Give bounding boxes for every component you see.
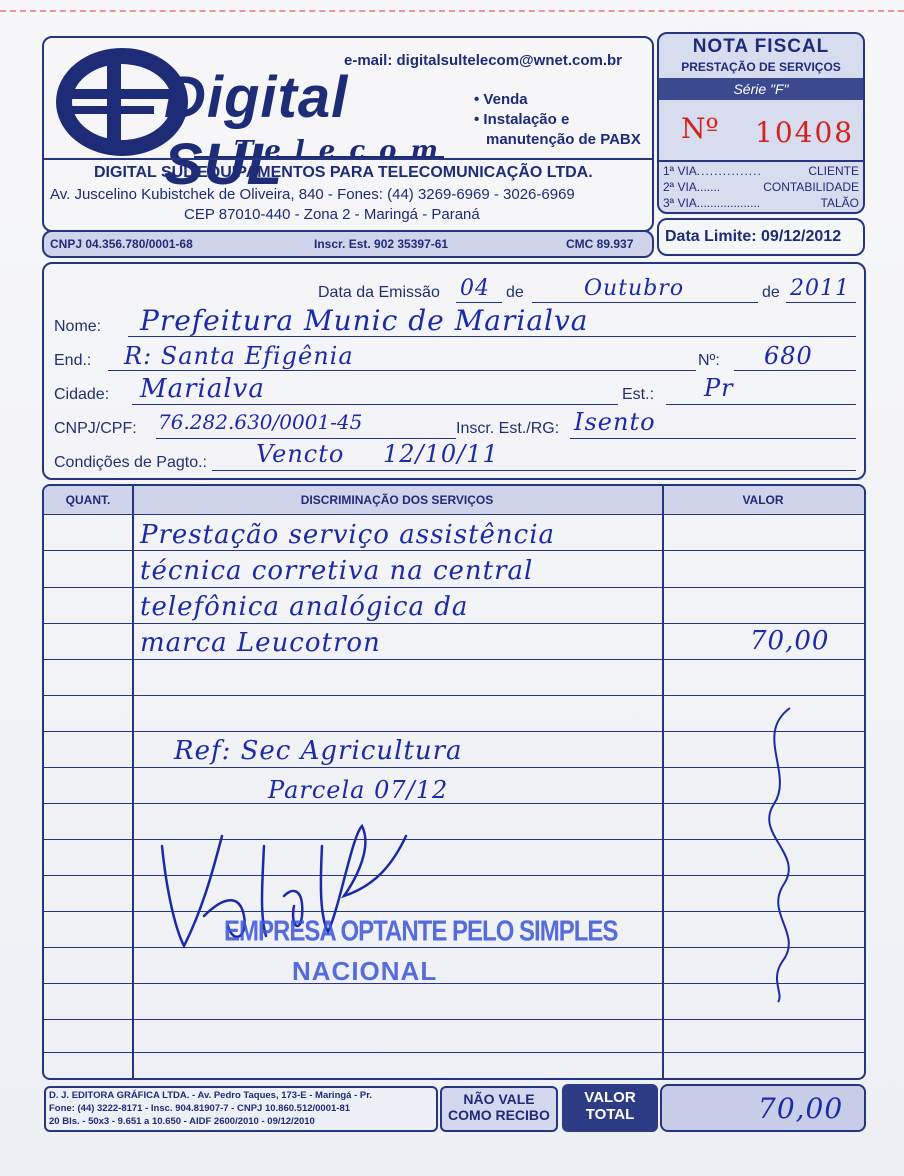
service-line: telefônica analógica da xyxy=(140,592,469,622)
via-label: 2ª VIA xyxy=(663,180,697,194)
printer-line: Fone: (44) 3222-8171 - Insc. 904.81907-7 - CNPJ 10.860.512/0001-81 xyxy=(49,1103,351,1114)
reference-parcela: Parcela 07/12 xyxy=(268,776,449,804)
data-limite-box xyxy=(657,218,865,256)
est-label: Est.: xyxy=(622,386,655,403)
col-divider xyxy=(662,486,664,1078)
printer-line: 20 Bls. - 50x3 - 9.651 a 10.650 - AIDF 2600/2010 - 09/12/2010 xyxy=(49,1116,315,1127)
client-inscr: Isento xyxy=(574,408,656,436)
nota-subtitle: PRESTAÇÃO DE SERVIÇOS xyxy=(681,60,841,74)
logo-subtext: Telecom xyxy=(234,136,453,166)
valor-total-line2: TOTAL xyxy=(585,1106,635,1123)
service-item: • Venda xyxy=(474,91,528,108)
cond-label: Condições de Pagto.: xyxy=(54,454,207,471)
col-valor-header: VALOR xyxy=(742,493,784,507)
cancel-squiggle-icon xyxy=(734,704,824,1004)
nota-serie: Série "F" xyxy=(659,78,863,100)
simples-stamp: EMPRESA OPTANTE PELO SIMPLES xyxy=(224,915,618,948)
service-line-value: 70,00 xyxy=(750,626,830,656)
printer-line: D. J. EDITORA GRÁFICA LTDA. - Av. Pedro Taques, 173-E - Maringá - Pr. xyxy=(49,1090,373,1101)
client-box xyxy=(42,262,866,480)
client-cond: Vencto 12/10/11 xyxy=(256,440,499,468)
valor-total-value: 70,00 xyxy=(758,1092,844,1125)
perforation-line xyxy=(0,0,904,12)
end-label: End.: xyxy=(54,352,92,369)
company-cmc: CMC 89.937 xyxy=(566,237,634,251)
via-dest: TALÃO xyxy=(820,196,859,210)
col-disc-header: DISCRIMINAÇÃO DOS SERVIÇOS xyxy=(300,493,494,507)
via-row: 1ª VIA............... CLIENTE xyxy=(663,164,859,178)
emissao-month: Outubro xyxy=(584,276,685,301)
emissao-de1: de xyxy=(506,284,524,301)
company-header-box xyxy=(42,36,654,232)
nota-number-label: Nº xyxy=(681,112,719,145)
via-dest: CLIENTE xyxy=(808,164,859,178)
nome-label: Nome: xyxy=(54,318,102,335)
reference-line: Ref: Sec Agricultura xyxy=(174,736,463,766)
simples-stamp-nacional: NACIONAL xyxy=(292,956,438,986)
service-line: Prestação serviço assistência xyxy=(140,520,556,550)
valor-total-line1: VALOR xyxy=(584,1089,636,1106)
client-cnpj: 76.282.630/0001-45 xyxy=(158,410,363,434)
client-nome: Prefeitura Munic de Marialva xyxy=(140,304,589,337)
col-quant-header: QUANT. xyxy=(65,493,111,507)
client-cidade: Marialva xyxy=(140,374,265,404)
via-row: 3ª VIA................... TALÃO xyxy=(663,196,859,210)
nota-title: NOTA FISCAL xyxy=(692,36,830,57)
service-line: técnica corretiva na central xyxy=(140,556,534,586)
via-dest: CONTABILIDADE xyxy=(763,180,859,194)
nao-vale-line2: COMO RECIBO xyxy=(448,1107,550,1123)
logo-text: Digital SUL xyxy=(164,65,349,197)
valor-total-box xyxy=(660,1084,866,1132)
data-limite: Data Limite: 09/12/2012 xyxy=(665,228,842,245)
emissao-de2: de xyxy=(762,284,780,301)
col-divider xyxy=(132,486,134,1078)
cnpj-bar xyxy=(42,230,654,258)
company-legal-name: DIGITAL SUL EQUIPAMENTOS PARA TELECOMUNICAÇÃO LTDA. xyxy=(94,164,593,181)
company-cnpj: CNPJ 04.356.780/0001-68 xyxy=(50,237,193,251)
via-row: 2ª VIA....... CONTABILIDADE xyxy=(663,180,859,194)
via-label: 3ª VIA xyxy=(663,196,697,210)
services-list xyxy=(474,90,641,150)
company-email: e-mail: digitalsultelecom@wnet.com.br xyxy=(344,52,623,69)
cnpj-label: CNPJ/CPF: xyxy=(54,420,137,437)
emissao-year: 2011 xyxy=(790,276,850,301)
emissao-label: Data da Emissão xyxy=(318,284,440,301)
valor-total-label-box xyxy=(562,1084,658,1132)
service-item: • Instalação e xyxy=(474,111,570,128)
inscr-label: Inscr. Est./RG: xyxy=(456,420,560,437)
printer-info xyxy=(44,1086,438,1132)
company-inscr: Inscr. Est. 902 35397-61 xyxy=(314,237,449,251)
nota-fiscal-box xyxy=(657,32,865,214)
nao-vale-box xyxy=(440,1086,558,1132)
client-est: Pr xyxy=(704,374,734,402)
cidade-label: Cidade: xyxy=(54,386,110,403)
num-label: Nº: xyxy=(698,352,720,369)
nao-vale-line1: NÃO VALE xyxy=(463,1091,535,1107)
header-divider xyxy=(44,158,652,160)
nota-number: 10408 xyxy=(755,116,855,149)
services-table xyxy=(42,484,866,1080)
client-num: 680 xyxy=(764,342,813,370)
company-address: Av. Juscelino Kubistchek de Oliveira, 840 - Fones: (44) 3269-6969 - 3026-6969 xyxy=(50,186,575,203)
nota-vias-divider xyxy=(659,160,863,162)
service-item: manutenção de PABX xyxy=(486,131,641,148)
service-line: marca Leucotron xyxy=(140,628,381,658)
client-end: R: Santa Efigênia xyxy=(124,342,354,370)
company-cep: CEP 87010-440 - Zona 2 - Maringá - Paraná xyxy=(184,206,480,223)
emissao-day: 04 xyxy=(460,276,490,301)
via-label: 1ª VIA xyxy=(663,164,697,178)
